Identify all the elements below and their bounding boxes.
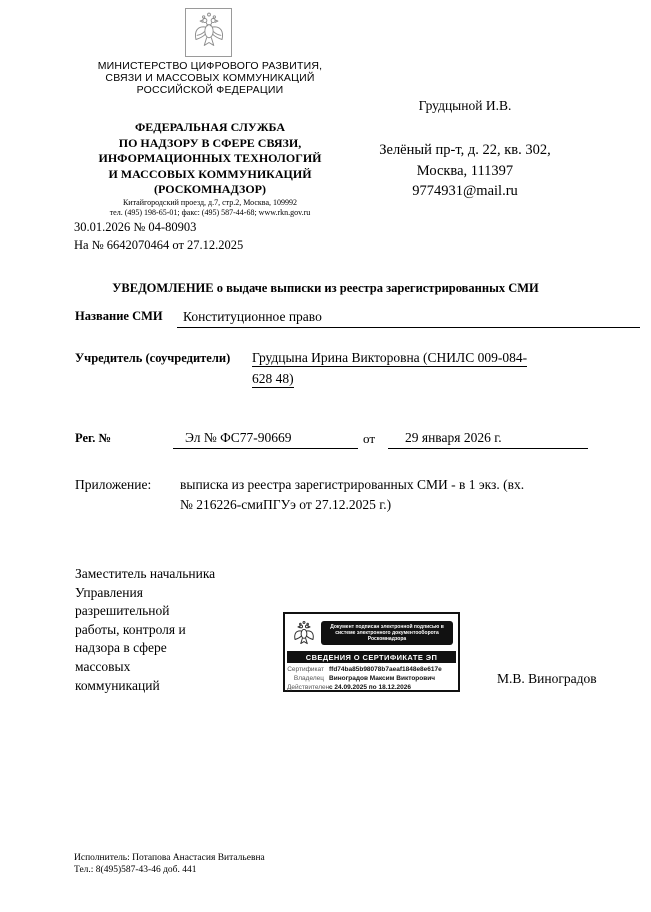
footer [74,852,265,876]
stamp-row-value: ffd74ba85b98078b7aeaf1848e8e617e [329,666,442,673]
roskomnadzor-eagle-icon [287,619,321,647]
stamp-row-value: Виноградов Максим Викторович [329,675,435,682]
reg-number-value: Эл № ФС77-90669 [185,430,292,445]
service-line: ПО НАДЗОРУ В СФЕРЕ СВЯЗИ, [118,135,302,150]
signer-position-line: коммуникаций [75,677,160,693]
signer-position-line: массовых [75,658,131,674]
stamp-row-validity [287,683,456,692]
reg-number-label: Рег. № [75,431,112,445]
ministry-line: РОССИЙСКОЙ ФЕДЕРАЦИИ [136,84,284,96]
recipient-name: Грудцыной И.В. [418,98,512,113]
stamp-row-certificate [287,665,456,674]
stamp-row-owner [287,674,456,683]
recipient-address-line: Москва, 111397 [416,162,514,179]
stamp-certificate-rows [287,665,456,692]
attachment-label: Приложение: [75,477,152,492]
attachment-line1: выписка из реестра зарегистрированных СМИ - в 1 экз. (вх. [180,477,525,492]
founder-label: Учредитель (соучредители) [75,351,231,365]
signer-position-line: Управления [75,584,143,600]
founder-value-line1: Грудцына Ирина Викторовна (СНИЛС 009-084- [252,350,528,365]
founder-value-line2: 628 48) [252,371,294,386]
ministry-line: СВЯЗИ И МАССОВЫХ КОММУНИКАЦИЙ [105,72,315,84]
stamp-row-label: Сертификат [287,666,324,673]
media-name-value: Конституционное право [183,309,322,324]
stamp-certificate-bar: СВЕДЕНИЯ О СЕРТИФИКАТЕ ЭП [287,651,456,663]
stamp-row-label: Действителен [287,684,330,691]
sender-address: Китайгородский проезд, д.7, стр.2, Москва, 109992 [122,198,298,207]
ministry-line: МИНИСТЕРСТВО ЦИФРОВОГО РАЗВИТИЯ, [97,60,323,72]
signer-position-line: работы, контроля и [75,621,186,637]
recipient-address [340,140,590,202]
ministry-heading [60,60,360,96]
stamp-row-value: с 24.09.2025 по 18.12.2026 [329,684,411,691]
executor-line: Исполнитель: Потапова Анастасия Витальевна [74,853,265,863]
service-line: (РОСКОМНАДЗОР) [153,182,266,196]
document-title: УВЕДОМЛЕНИЕ о выдаче выписки из реестра зарегистрированных СМИ [112,281,539,295]
sender-contacts: тел. (495) 198-65-01; факс: (495) 587-44-68; www.rkn.gov.ru [109,208,311,217]
attachment-line2: № 216226-смиПГУэ от 27.12.2025 г.) [180,497,392,512]
esignature-stamp [283,612,460,692]
service-line: И МАССОВЫХ КОММУНИКАЦИЙ [108,166,312,181]
signer-position-line: Заместитель начальника [75,566,216,581]
service-line: ФЕДЕРАЛЬНАЯ СЛУЖБА [135,120,285,134]
signer-name: М.В. Виноградов [497,671,597,686]
signer-position-line: разрешительной [75,603,170,619]
recipient-address-line: 9774931@mail.ru [412,183,518,199]
service-heading [60,120,360,198]
service-line: ИНФОРМАЦИОННЫХ ТЕХНОЛОГИЙ [98,151,322,165]
outgoing-number: 30.01.2026 № 04-80903 [74,220,197,234]
signer-position [75,565,265,695]
executor-phone: Тел.: 8(495)587-43-46 доб. 441 [74,865,197,875]
media-name-label: Название СМИ [75,309,163,323]
incoming-number: На № 6642070464 от 27.12.2025 [74,238,244,252]
stamp-signed-note: Документ подписан электронной подписью в системе электронного документооборота Роскомнадзора [321,621,453,645]
stamp-header [287,616,456,649]
signer-position-line: надзора в сфере [75,640,167,656]
recipient-address-line: Зелёный пр-т, д. 22, кв. 302, [379,142,551,158]
stamp-row-label: Владелец [293,675,324,682]
double-headed-eagle-icon [190,10,228,55]
reg-date-value: 29 января 2026 г. [405,430,502,445]
reg-from-label: от [363,431,376,446]
coat-of-arms-box [185,8,232,57]
